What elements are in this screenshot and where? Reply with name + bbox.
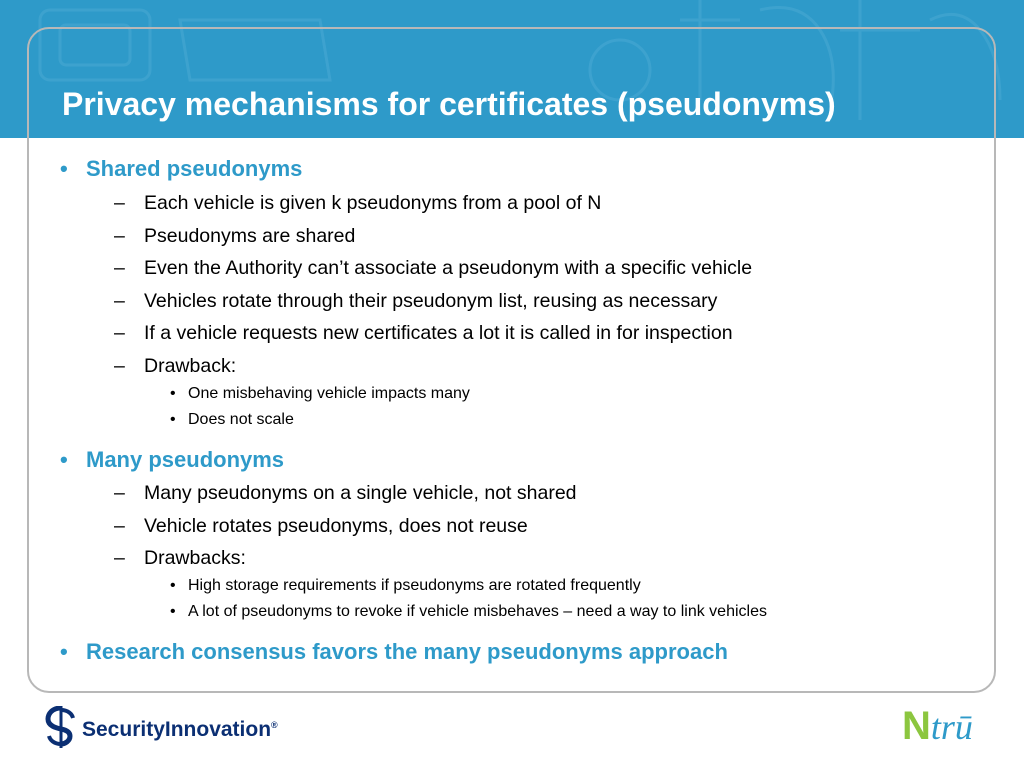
list-item — [114, 290, 717, 313]
bullet-icon: • — [60, 639, 68, 664]
sub-list-item — [170, 411, 294, 429]
list-item-text: Many pseudonyms on a single vehicle, not shared — [144, 482, 577, 504]
logo-text-bold: Security — [82, 718, 165, 741]
section-heading-text: Many pseudonyms — [86, 447, 285, 472]
dash-icon: – — [114, 515, 125, 537]
bullet-icon: • — [60, 156, 68, 181]
sub-list-item — [170, 603, 767, 621]
list-item-text: If a vehicle requests new certificates a lot it is called in for inspection — [144, 322, 733, 344]
dash-icon: – — [114, 290, 125, 312]
list-item-text: Each vehicle is given k pseudonyms from a pool of N — [144, 192, 602, 214]
sub-list-item-text: Does not scale — [188, 411, 294, 428]
logo-registered-mark: ® — [271, 720, 278, 730]
list-item — [114, 482, 577, 505]
sub-list-item-text: High storage requirements if pseudonyms are rotated frequently — [188, 577, 641, 594]
section-heading-shared — [60, 156, 302, 182]
section-heading-many — [60, 447, 284, 473]
bullet-icon: • — [170, 411, 176, 428]
sub-list-item — [170, 385, 470, 403]
bullet-icon: • — [60, 447, 68, 472]
list-item — [114, 547, 246, 570]
slide-title: Privacy mechanisms for certificates (pseudonyms) — [62, 86, 836, 122]
list-item-text: Drawback: — [144, 355, 237, 377]
security-innovation-wordmark — [82, 718, 278, 742]
list-item — [114, 322, 733, 345]
list-item — [114, 355, 236, 378]
ntru-logo-rest: trū — [930, 707, 973, 747]
dash-icon: – — [114, 482, 125, 504]
logo-text-light: Innovation — [164, 718, 272, 741]
sub-list-item-text: One misbehaving vehicle impacts many — [188, 385, 470, 402]
dash-icon: – — [114, 225, 125, 247]
ntru-logo — [902, 704, 973, 750]
security-innovation-logo-icon — [44, 706, 78, 748]
list-item — [114, 192, 601, 215]
dash-icon: – — [114, 322, 125, 344]
section-heading-text: Research consensus favors the many pseudonyms approach — [86, 639, 728, 664]
dash-icon: – — [114, 257, 125, 279]
sub-list-item-text: A lot of pseudonyms to revoke if vehicle misbehaves – need a way to link vehicles — [188, 603, 767, 620]
list-item — [114, 515, 528, 538]
list-item-text: Pseudonyms are shared — [144, 225, 356, 247]
bullet-icon: • — [170, 577, 176, 594]
list-item-text: Vehicle rotates pseudonyms, does not reuse — [144, 515, 528, 537]
section-heading-text: Shared pseudonyms — [86, 156, 303, 181]
bullet-icon: • — [170, 385, 176, 402]
bullet-icon: • — [170, 603, 176, 620]
sub-list-item — [170, 577, 641, 595]
dash-icon: – — [114, 355, 125, 377]
ntru-logo-n: N — [902, 704, 931, 748]
list-item-text: Even the Authority can’t associate a pseudonym with a specific vehicle — [144, 257, 753, 279]
list-item-text: Vehicles rotate through their pseudonym list, reusing as necessary — [144, 290, 718, 312]
list-item — [114, 257, 752, 280]
dash-icon: – — [114, 192, 125, 214]
list-item — [114, 225, 355, 248]
list-item-text: Drawbacks: — [144, 547, 246, 569]
section-heading-consensus — [60, 639, 728, 665]
dash-icon: – — [114, 547, 125, 569]
